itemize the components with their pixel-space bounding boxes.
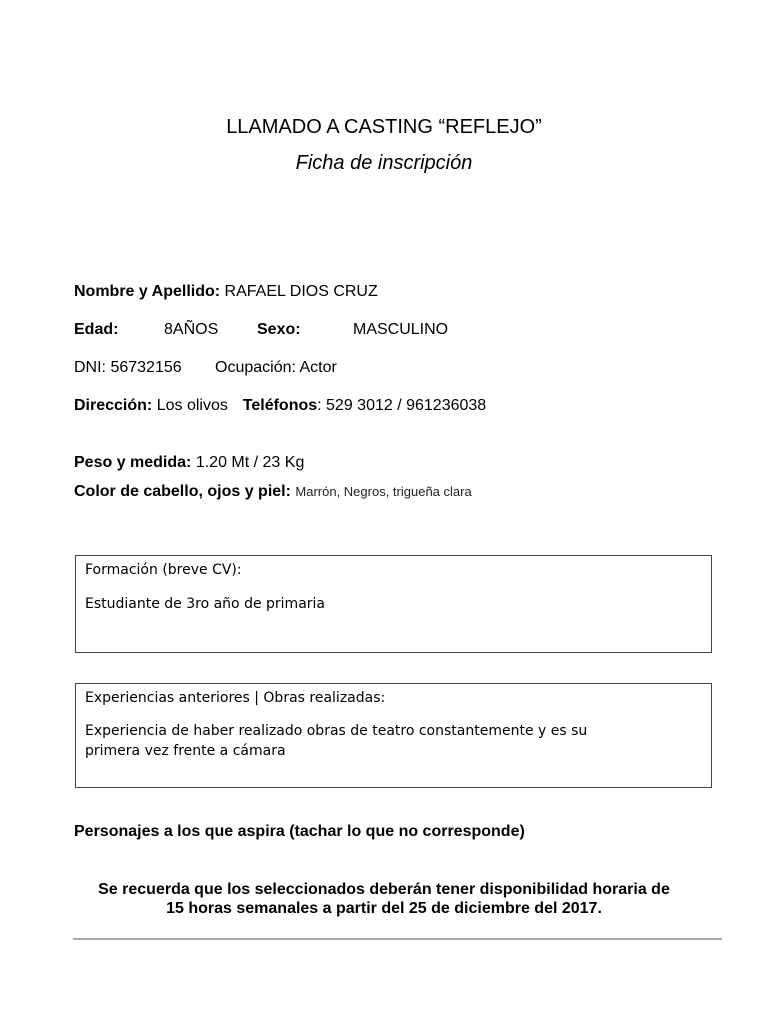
color-row (74, 483, 472, 501)
name-row (74, 283, 378, 301)
form-title: LLAMADO A CASTING “REFLEJO” (226, 116, 542, 138)
weight-value: 1.20 Mt / 23 Kg (195, 454, 305, 471)
sex-label: Sexo: (257, 321, 301, 338)
phones-value: : 529 3012 / 961236038 (317, 397, 487, 414)
weight-row (74, 454, 304, 472)
dni-row (74, 359, 182, 377)
address-value: Los olivos (156, 397, 228, 414)
address-row (74, 397, 486, 415)
divider-line (73, 938, 722, 940)
roles-row (74, 823, 525, 841)
experience-line-1: Experiencia de haber realizado obras de teatro constantemente y es su (85, 723, 588, 739)
experience-line-2: primera vez frente a cámara (85, 743, 286, 759)
name-value: RAFAEL DIOS CRUZ (224, 283, 378, 300)
experience-box (75, 683, 712, 788)
sex-label-wrap (257, 321, 301, 339)
phones-label: Teléfonos (242, 397, 318, 414)
age-label: Edad: (74, 321, 119, 338)
dni-label: DNI: (74, 359, 106, 376)
training-text: Estudiante de 3ro año de primaria (85, 596, 325, 612)
age-label-wrap (74, 321, 118, 339)
form-subtitle: Ficha de inscripción (295, 152, 473, 174)
roles-text: Personajes a los que aspira (tachar lo que no corresponde) (74, 823, 525, 840)
color-label: Color de cabello, ojos y piel: (74, 483, 291, 500)
sex-value: MASCULINO (353, 321, 449, 338)
experience-label: Experiencias anteriores | Obras realizadas: (85, 690, 386, 706)
dni-value: 56732156 (110, 359, 182, 376)
name-label: Nombre y Apellido: (74, 283, 221, 300)
age-value: 8AÑOS (164, 321, 219, 338)
availability-notice (0, 880, 768, 918)
occupation-row (215, 359, 337, 377)
address-label: Dirección: (74, 397, 153, 414)
notice-line-1: Se recuerda que los seleccionados deberán tener disponibilidad horaria de (98, 881, 670, 898)
color-value: Marrón, Negros, trigueña clara (295, 484, 472, 499)
occupation-label: Ocupación: (215, 359, 296, 376)
notice-line-2: 15 horas semanales a partir del 25 de diciembre del 2017. (166, 900, 602, 917)
training-box (75, 555, 712, 653)
occupation-value: Actor (299, 359, 337, 376)
weight-label: Peso y medida: (74, 454, 192, 471)
training-label: Formación (breve CV): (85, 562, 242, 578)
